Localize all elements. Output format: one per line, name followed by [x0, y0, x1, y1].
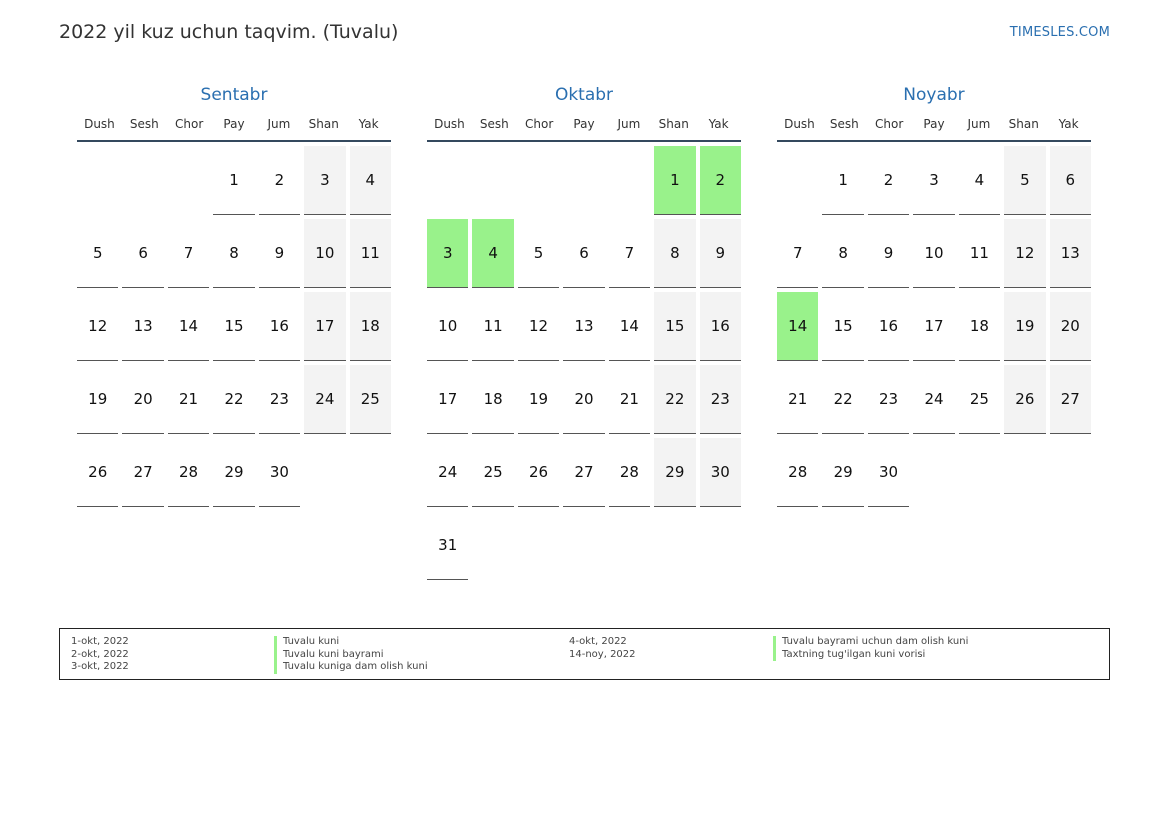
day-cell: 13 — [122, 292, 163, 361]
day-cell: 7 — [609, 219, 650, 288]
day-cell: 19 — [77, 365, 118, 434]
day-cell: 26 — [77, 438, 118, 507]
day-cell: 8 — [654, 219, 695, 288]
day-cell: 3 — [913, 146, 954, 215]
day-cell: 13 — [563, 292, 604, 361]
day-cell: 8 — [822, 219, 863, 288]
empty-cell — [472, 146, 513, 215]
day-cell: 6 — [563, 219, 604, 288]
day-cell: 12 — [518, 292, 559, 361]
weekday-header — [777, 106, 1091, 142]
weekday-label: Jum — [267, 117, 291, 131]
weekday-label: Chor — [175, 117, 204, 131]
day-cell: 29 — [822, 438, 863, 507]
weekday-label: Chor — [525, 117, 554, 131]
day-cell: 12 — [1004, 219, 1045, 288]
month-title: Oktabr — [554, 85, 614, 105]
month-calendar-noyabr — [777, 84, 1091, 511]
day-cell: 24 — [427, 438, 468, 507]
day-grid — [777, 146, 1091, 511]
weekday-label: Dush — [784, 117, 815, 131]
day-cell: 13 — [1050, 219, 1091, 288]
day-cell: 7 — [777, 219, 818, 288]
day-cell: 3 — [304, 146, 345, 215]
day-cell: 28 — [777, 438, 818, 507]
holiday-day-cell: 4 — [472, 219, 513, 288]
day-cell: 17 — [304, 292, 345, 361]
weekday-label: Sesh — [479, 117, 509, 131]
holiday-day-cell: 1 — [654, 146, 695, 215]
day-cell: 1 — [213, 146, 254, 215]
day-cell: 22 — [822, 365, 863, 434]
day-cell: 4 — [959, 146, 1000, 215]
day-cell: 9 — [259, 219, 300, 288]
day-cell: 29 — [654, 438, 695, 507]
day-cell: 18 — [350, 292, 391, 361]
day-cell: 16 — [259, 292, 300, 361]
empty-cell — [563, 146, 604, 215]
day-cell: 30 — [700, 438, 741, 507]
day-cell: 18 — [472, 365, 513, 434]
brand-link[interactable]: TIMESLES.COM — [1009, 25, 1110, 40]
day-cell: 16 — [868, 292, 909, 361]
day-cell: 30 — [259, 438, 300, 507]
day-cell: 10 — [913, 219, 954, 288]
empty-cell — [609, 146, 650, 215]
day-cell: 27 — [563, 438, 604, 507]
day-cell: 26 — [1004, 365, 1045, 434]
day-cell: 8 — [213, 219, 254, 288]
empty-cell — [427, 146, 468, 215]
day-cell: 20 — [563, 365, 604, 434]
holiday-day-cell: 14 — [777, 292, 818, 361]
legend-date: 3-okt, 2022 — [71, 661, 129, 672]
weekday-label: Dush — [434, 117, 465, 131]
day-cell: 4 — [350, 146, 391, 215]
day-grid — [77, 146, 391, 511]
month-calendar-oktabr — [427, 84, 741, 584]
weekday-header — [77, 106, 391, 142]
holiday-legend — [59, 628, 1110, 680]
day-cell: 17 — [913, 292, 954, 361]
day-cell: 2 — [259, 146, 300, 215]
legend-holiday-name: Tuvalu bayrami uchun dam olish kuni — [773, 636, 968, 649]
empty-cell — [168, 146, 209, 215]
day-cell: 10 — [427, 292, 468, 361]
day-cell: 5 — [518, 219, 559, 288]
empty-cell — [77, 146, 118, 215]
day-cell: 20 — [1050, 292, 1091, 361]
day-cell: 21 — [168, 365, 209, 434]
day-cell: 19 — [518, 365, 559, 434]
day-cell: 15 — [822, 292, 863, 361]
empty-cell — [122, 146, 163, 215]
month-title: Sentabr — [200, 85, 268, 105]
month-title: Noyabr — [903, 85, 965, 105]
legend-names-right — [773, 636, 968, 661]
legend-holiday-name: Tuvalu kuni bayrami — [274, 649, 428, 662]
weekday-header — [427, 106, 741, 142]
weekday-label: Pay — [223, 117, 245, 131]
legend-date: 4-okt, 2022 — [569, 636, 627, 647]
legend-dates-left — [71, 636, 129, 674]
weekday-label: Yak — [1058, 117, 1079, 131]
day-cell: 6 — [1050, 146, 1091, 215]
legend-holiday-name: Taxtning tug'ilgan kuni vorisi — [773, 649, 968, 662]
day-cell: 27 — [122, 438, 163, 507]
weekday-label: Sesh — [129, 117, 159, 131]
day-cell: 24 — [913, 365, 954, 434]
weekday-label: Chor — [875, 117, 904, 131]
day-cell: 21 — [609, 365, 650, 434]
day-cell: 9 — [868, 219, 909, 288]
day-cell: 24 — [304, 365, 345, 434]
day-cell: 27 — [1050, 365, 1091, 434]
holiday-day-cell: 3 — [427, 219, 468, 288]
holiday-day-cell: 2 — [700, 146, 741, 215]
day-cell: 19 — [1004, 292, 1045, 361]
weekday-label: Shan — [308, 117, 339, 131]
weekday-label: Shan — [1008, 117, 1039, 131]
day-cell: 28 — [609, 438, 650, 507]
day-cell: 11 — [472, 292, 513, 361]
legend-date: 2-okt, 2022 — [71, 648, 129, 660]
day-cell: 16 — [700, 292, 741, 361]
day-cell: 25 — [959, 365, 1000, 434]
day-cell: 10 — [304, 219, 345, 288]
empty-cell — [518, 146, 559, 215]
legend-date: 14-noy, 2022 — [569, 648, 636, 660]
day-cell: 15 — [654, 292, 695, 361]
legend-holiday-name: Tuvalu kuni — [274, 636, 428, 649]
day-cell: 29 — [213, 438, 254, 507]
day-grid — [427, 146, 741, 584]
weekday-label: Jum — [617, 117, 641, 131]
day-cell: 5 — [77, 219, 118, 288]
day-cell: 26 — [518, 438, 559, 507]
day-cell: 22 — [654, 365, 695, 434]
day-cell: 25 — [472, 438, 513, 507]
weekday-label: Shan — [658, 117, 689, 131]
page-title: 2022 yil kuz uchun taqvim. (Tuvalu) — [59, 21, 399, 43]
day-cell: 2 — [868, 146, 909, 215]
day-cell: 5 — [1004, 146, 1045, 215]
day-cell: 23 — [259, 365, 300, 434]
legend-holiday-name: Tuvalu kuniga dam olish kuni — [274, 661, 428, 674]
day-cell: 11 — [959, 219, 1000, 288]
weekday-label: Yak — [708, 117, 729, 131]
day-cell: 22 — [213, 365, 254, 434]
legend-dates-right — [569, 636, 636, 661]
empty-cell — [777, 146, 818, 215]
day-cell: 6 — [122, 219, 163, 288]
day-cell: 30 — [868, 438, 909, 507]
weekday-label: Yak — [358, 117, 379, 131]
weekday-label: Pay — [923, 117, 945, 131]
day-cell: 28 — [168, 438, 209, 507]
day-cell: 31 — [427, 511, 468, 580]
day-cell: 14 — [609, 292, 650, 361]
day-cell: 17 — [427, 365, 468, 434]
day-cell: 7 — [168, 219, 209, 288]
day-cell: 21 — [777, 365, 818, 434]
day-cell: 14 — [168, 292, 209, 361]
weekday-label: Pay — [573, 117, 595, 131]
day-cell: 20 — [122, 365, 163, 434]
day-cell: 23 — [868, 365, 909, 434]
weekday-label: Dush — [84, 117, 115, 131]
legend-date: 1-okt, 2022 — [71, 636, 129, 647]
day-cell: 9 — [700, 219, 741, 288]
day-cell: 11 — [350, 219, 391, 288]
day-cell: 1 — [822, 146, 863, 215]
month-calendar-sentabr — [77, 84, 391, 511]
day-cell: 25 — [350, 365, 391, 434]
weekday-label: Sesh — [829, 117, 859, 131]
legend-names-left — [274, 636, 428, 674]
day-cell: 15 — [213, 292, 254, 361]
day-cell: 18 — [959, 292, 1000, 361]
day-cell: 12 — [77, 292, 118, 361]
day-cell: 23 — [700, 365, 741, 434]
weekday-label: Jum — [967, 117, 991, 131]
